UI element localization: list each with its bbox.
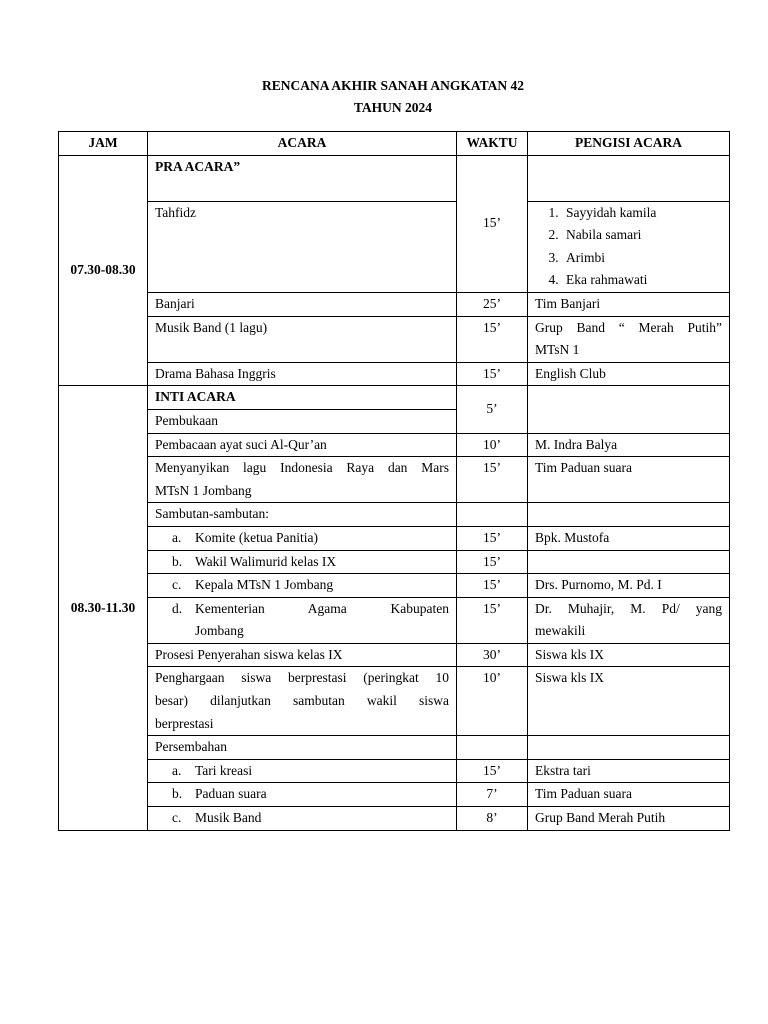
table-row [59, 362, 730, 386]
table-row [59, 597, 730, 643]
acara-line: Jombang [195, 623, 244, 639]
acara-text: Musik Band [195, 810, 262, 826]
pengisi-cell: Siswa kls IX [528, 667, 730, 736]
acara-cell: Pembukaan [148, 409, 457, 433]
pengisi-cell: Tim Banjari [528, 292, 730, 316]
acara-cell [148, 526, 457, 550]
list-label: d. [172, 600, 183, 616]
pengisi-cell: Bpk. Mustofa [528, 526, 730, 550]
pengisi-cell [528, 503, 730, 527]
acara-cell: Prosesi Penyerahan siswa kelas IX [148, 643, 457, 667]
pengisi-line: MTsN 1 [535, 342, 580, 358]
waktu-cell: 15’ [457, 155, 528, 292]
document-title: RENCANA AKHIR SANAH ANGKATAN 42 [261, 78, 525, 93]
list-item: 2. Nabila samari [562, 224, 722, 247]
waktu-cell: 25’ [457, 292, 528, 316]
acara-line: berprestasi [155, 715, 214, 731]
header-waktu: WAKTU [457, 132, 528, 156]
acara-line: Menyanyikan lagu Indonesia Raya dan Mars [155, 460, 449, 476]
waktu-cell: 15’ [457, 362, 528, 386]
list-label: b. [172, 786, 183, 802]
pengisi-line: mewakili [535, 623, 586, 639]
waktu-cell: 15’ [457, 574, 528, 598]
waktu-cell [457, 503, 528, 527]
acara-line: besar) dilanjutkan sambutan wakil siswa [155, 693, 449, 709]
acara-cell [148, 783, 457, 807]
table-row [59, 807, 730, 831]
pengisi-cell: Siswa kls IX [528, 643, 730, 667]
table-row [59, 667, 730, 736]
table-row [59, 503, 730, 527]
list-item: 3. Arimbi [562, 247, 722, 270]
acara-text: Kepala MTsN 1 Jombang [195, 577, 334, 593]
waktu-cell: 10’ [457, 667, 528, 736]
acara-cell: Persembahan [148, 736, 457, 760]
acara-cell: Banjari [148, 292, 457, 316]
header-acara: ACARA [148, 132, 457, 156]
pengisi-cell: Tim Paduan suara [528, 783, 730, 807]
acara-text: Wakil Walimurid kelas IX [195, 553, 337, 569]
document-subtitle: TAHUN 2024 [353, 100, 433, 115]
list-item: 1. Sayyidah kamila [562, 202, 722, 225]
header-row [59, 132, 730, 156]
list-item: 4. Eka rahmawati [562, 269, 722, 292]
acara-line: Penghargaan siswa berprestasi (peringkat 10 [155, 670, 449, 686]
table-row [59, 550, 730, 574]
acara-text: Komite (ketua Panitia) [195, 529, 318, 545]
time-slot-pra: 07.30-08.30 [59, 155, 148, 386]
pengisi-cell [528, 155, 730, 201]
waktu-cell: 15’ [457, 316, 528, 362]
pengisi-cell: English Club [528, 362, 730, 386]
table-row [59, 759, 730, 783]
list-label: c. [172, 810, 182, 826]
pengisi-cell: Grup Band Merah Putih [528, 807, 730, 831]
table-row [59, 433, 730, 457]
pengisi-cell [528, 597, 730, 643]
acara-cell [148, 597, 457, 643]
acara-cell [148, 457, 457, 503]
list-label: a. [172, 762, 182, 778]
acara-line: Kementerian Agama Kabupaten [195, 600, 449, 616]
waktu-cell: 15’ [457, 457, 528, 503]
acara-line: MTsN 1 Jombang [155, 482, 252, 498]
table-row [59, 155, 730, 201]
pengisi-line: Dr. Muhajir, M. Pd/ yang [535, 600, 722, 616]
waktu-cell [457, 736, 528, 760]
table-row [59, 201, 730, 292]
acara-cell [148, 550, 457, 574]
pengisi-cell [528, 550, 730, 574]
pengisi-cell [528, 316, 730, 362]
acara-cell [148, 667, 457, 736]
waktu-cell: 15’ [457, 526, 528, 550]
acara-cell: Drama Bahasa Inggris [148, 362, 457, 386]
table-row [59, 643, 730, 667]
table-row [59, 574, 730, 598]
section-title-pra: PRA ACARA” [148, 155, 457, 201]
waktu-cell: 15’ [457, 550, 528, 574]
pengisi-cell [528, 201, 730, 292]
acara-cell: Pembacaan ayat suci Al-Qur’an [148, 433, 457, 457]
header-pengisi: PENGISI ACARA [528, 132, 730, 156]
table-row [59, 292, 730, 316]
acara-cell: Sambutan-sambutan: [148, 503, 457, 527]
acara-text: Paduan suara [195, 786, 267, 802]
table-row [59, 386, 730, 410]
waktu-cell: 7’ [457, 783, 528, 807]
header-jam: JAM [59, 132, 148, 156]
pengisi-cell: Tim Paduan suara [528, 457, 730, 503]
list-label: c. [172, 577, 182, 593]
pengisi-cell [528, 736, 730, 760]
acara-cell [148, 759, 457, 783]
table-row [59, 526, 730, 550]
acara-cell [148, 574, 457, 598]
schedule-table [58, 131, 730, 831]
list-label: a. [172, 529, 182, 545]
pengisi-list [535, 202, 722, 292]
acara-cell [148, 807, 457, 831]
table-row [59, 316, 730, 362]
pengisi-cell: Drs. Purnomo, M. Pd. I [528, 574, 730, 598]
table-row [59, 736, 730, 760]
acara-cell: Tahfidz [148, 201, 457, 292]
pengisi-cell: M. Indra Balya [528, 433, 730, 457]
time-slot-inti: 08.30-11.30 [59, 386, 148, 830]
waktu-cell: 10’ [457, 433, 528, 457]
pengisi-cell: Ekstra tari [528, 759, 730, 783]
section-title-inti: INTI ACARA [148, 386, 457, 410]
list-label: b. [172, 553, 183, 569]
pengisi-cell [528, 386, 730, 433]
waktu-cell: 5’ [457, 386, 528, 433]
waktu-cell: 30’ [457, 643, 528, 667]
table-row [59, 457, 730, 503]
table-row [59, 783, 730, 807]
waktu-cell: 15’ [457, 759, 528, 783]
acara-text: Tari kreasi [195, 762, 253, 778]
waktu-cell: 15’ [457, 597, 528, 643]
acara-cell: Musik Band (1 lagu) [148, 316, 457, 362]
pengisi-line: Grup Band “ Merah Putih” [535, 319, 722, 335]
waktu-cell: 8’ [457, 807, 528, 831]
